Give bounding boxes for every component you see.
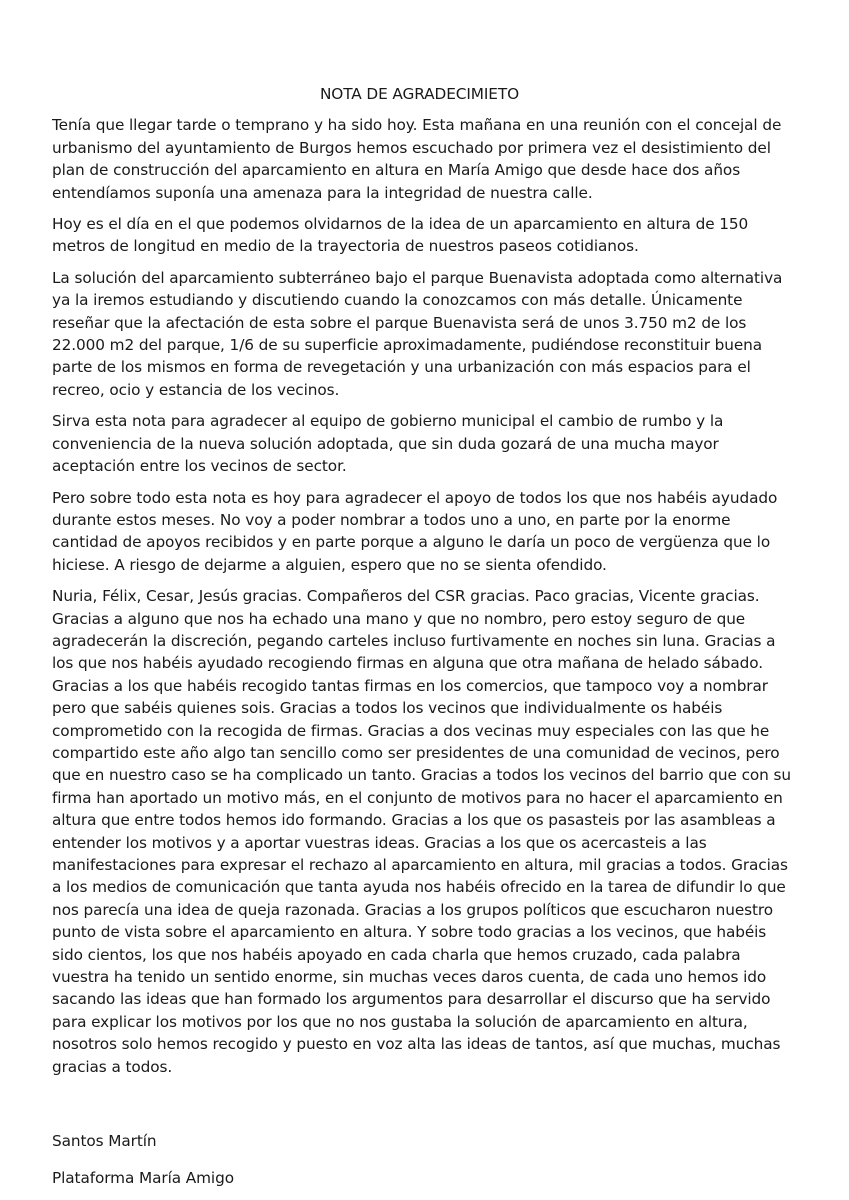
paragraph-today: Hoy es el día en el que podemos olvidarnos de la idea de un aparcamiento en altura de 150 metros de longitud en medio de la trayectoria de nuestros paseos cotidianos.	[52, 215, 749, 256]
signature-name: Santos Martín	[52, 1132, 157, 1151]
signature-organization: Plataforma María Amigo	[52, 1169, 234, 1188]
paragraph-underground-solution: La solución del aparcamiento subterráneo bajo el parque Buenavista adoptada como alternativa ya la iremos estudiando y discutiendo cuando la conozcamos con más detalle. Únicamente reseñar que la afectación de esta sobre el parque Buenavista será de unos 3.750 m2 de los 22.000 m2 del parque, 1/6 de su superficie aproximadamente, pudiéndose reconstituir buena parte de los mismos en forma de revegetación y una urbanización con más espacios para el recreo, ocio y estancia de los vecinos.	[52, 268, 783, 399]
paragraph-thanks-government: Sirva esta nota para agradecer al equipo de gobierno municipal el cambio de rumbo y la conveniencia de la nueva solución adoptada, que sin duda gozará de una mucha mayor aceptación entre los vecinos de sector.	[52, 412, 724, 476]
paragraph-thanks-supporters: Pero sobre todo esta nota es hoy para agradecer el apoyo de todos los que nos habéis ayudado durante estos meses. No voy a poder nombrar a todos uno a uno, en parte por la enorme cantidad de apoyos recibidos y en parte porque a alguno le daría un poco de vergüenza que lo hiciese. A riesgo de dejarme a alguien, espero que no se sienta ofendido.	[52, 488, 778, 574]
paragraph-intro: Tenía que llegar tarde o temprano y ha sido hoy. Esta mañana en una reunión con el concejal de urbanismo del ayuntamiento de Burgos hemos escuchado por primera vez el desistimiento del plan de construcción del aparcamiento en altura en María Amigo que desde hace dos años entendíamos suponía una amenaza para la integridad de nuestra calle.	[52, 116, 782, 202]
document-title: NOTA DE AGRADECIMIETO	[319, 85, 520, 103]
paragraph-thanks-list: Nuria, Félix, Cesar, Jesús gracias. Compañeros del CSR gracias. Paco gracias, Vicente gracias. Gracias a alguno que nos ha echado una mano y que no nombro, pero estoy seguro de que agradecerán la discreción, pegando carteles incluso furtivamente en noches sin luna. Gracias a los que nos habéis ayudado recogiendo firmas en alguna que otra mañana de helado sábado. Gracias a los que habéis recogido tantas firmas en los comercios, que tampoco voy a nombrar pero que sabéis quienes sois. Gracias a todos los vecinos que individualmente os habéis comprometido con la recogida de firmas. Gracias a dos vecinas muy especiales con las que he compartido este año algo tan sencillo como ser presidentes de una comunidad de vecinos, pero que en nuestro caso se ha complicado un tanto. Gracias a todos los vecinos del barrio que con su firma han aportado un motivo más, en el conjunto de motivos para no hacer el aparcamiento en altura que entre todos hemos ido formando. Gracias a los que os pasasteis por las asambleas a entender los motivos y a aportar vuestras ideas. Gracias a los que os acercasteis a las manifestaciones para expresar el rechazo al aparcamiento en altura, mil gracias a todos. Gracias a los medios de comunicación que tanta ayuda nos habéis ofrecido en la tarea de difundir lo que nos parecía una idea de queja razonada. Gracias a los grupos políticos que escucharon nuestro punto de vista sobre el aparcamiento en altura. Y sobre todo gracias a los vecinos, que habéis sido cientos, los que nos habéis apoyado en cada charla que hemos cruzado, cada palabra vuestra ha tenido un sentido enorme, sin muchas veces daros cuenta, de cada uno hemos ido sacando las ideas que han formado los argumentos para desarrollar el discurso que ha servido para explicar los motivos por los que no nos gustaba la solución de aparcamiento en altura, nosotros solo hemos recogido y puesto en voz alta las ideas de tantos, así que muchas, muchas gracias a todos.	[52, 587, 791, 1076]
